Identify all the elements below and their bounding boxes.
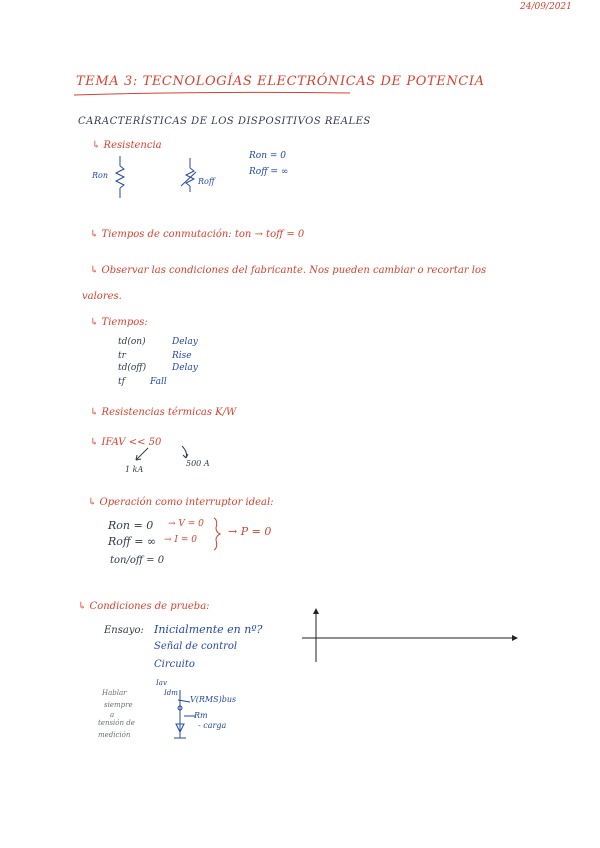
observar-line-1: ↳ Observar las condiciones del fabricante. Nos pueden cambiar o recortar los: [90, 265, 487, 276]
circuit-top-label: Iav: [156, 679, 167, 687]
side-note-line: medición: [98, 731, 131, 739]
tiempo-desc: Fall: [150, 377, 167, 387]
ifav-label: ↳ IFAV << 50: [90, 437, 162, 448]
side-note-line: a: [110, 711, 115, 719]
ensayo-item-3: Circuito: [154, 659, 195, 670]
condiciones-label: ↳ Condiciones de prueba:: [78, 601, 210, 612]
circuit-mid-label: Idm: [164, 689, 178, 697]
operacion-i: → I = 0: [164, 535, 197, 545]
ron-value: Ron = 0: [249, 151, 286, 161]
tiempo-sym: td(off): [118, 363, 147, 373]
side-note-line: Hablar: [102, 689, 127, 697]
tiempo-desc: Rise: [172, 351, 192, 361]
ensayo-item-2: Señal de control: [154, 641, 238, 652]
operacion-label: ↳ Operación como interruptor ideal:: [88, 497, 274, 508]
operacion-t: ton/off = 0: [110, 555, 165, 566]
circuit-rm-label: Rm: [194, 711, 208, 720]
resistencia-label: ↳ Resistencia: [92, 140, 162, 151]
ensayo-item-1: Inicialmente en nº?: [154, 623, 263, 636]
roff-value: Roff = ∞: [249, 167, 289, 177]
observar-line-2: valores.: [82, 291, 122, 302]
ron-label-left: Ron: [92, 171, 108, 180]
resistencias-termicas: ↳ Resistencias térmicas K/W: [90, 407, 237, 418]
operacion-v: → V = 0: [168, 519, 204, 529]
tiempos-conmutacion: ↳ Tiempos de conmutación: ton → toff = 0: [90, 229, 305, 240]
side-note-line: siempre: [104, 701, 133, 709]
operacion-ron: Ron = 0: [108, 519, 154, 532]
tiempo-desc: Delay: [172, 363, 198, 373]
page-title: TEMA 3: TECNOLOGÍAS ELECTRÓNICAS DE POTENCIA: [76, 74, 485, 89]
operacion-p: → P = 0: [228, 525, 272, 538]
section-heading: CARACTERÍSTICAS DE LOS DISPOSITIVOS REALES: [78, 116, 371, 127]
operacion-roff: Roff = ∞: [108, 535, 157, 548]
circuit-v-label: V(RMS)bus: [190, 695, 237, 704]
date: 24/09/2021: [520, 2, 572, 12]
ifav-left-value: 1 kA: [125, 465, 144, 474]
tiempo-sym: td(on): [118, 337, 146, 347]
side-note-line: tensión de: [98, 719, 135, 727]
tiempo-desc: Delay: [172, 337, 198, 347]
tiempos-label: ↳ Tiempos:: [90, 317, 148, 328]
circuit-bottom-label: - carga: [198, 721, 227, 730]
tiempo-sym: tr: [118, 351, 126, 361]
ifav-right-value: 500 A: [186, 459, 210, 468]
ensayo-label: Ensayo:: [104, 625, 144, 636]
tiempo-sym: tf: [118, 377, 125, 387]
roff-label-right: Roff: [198, 177, 215, 186]
